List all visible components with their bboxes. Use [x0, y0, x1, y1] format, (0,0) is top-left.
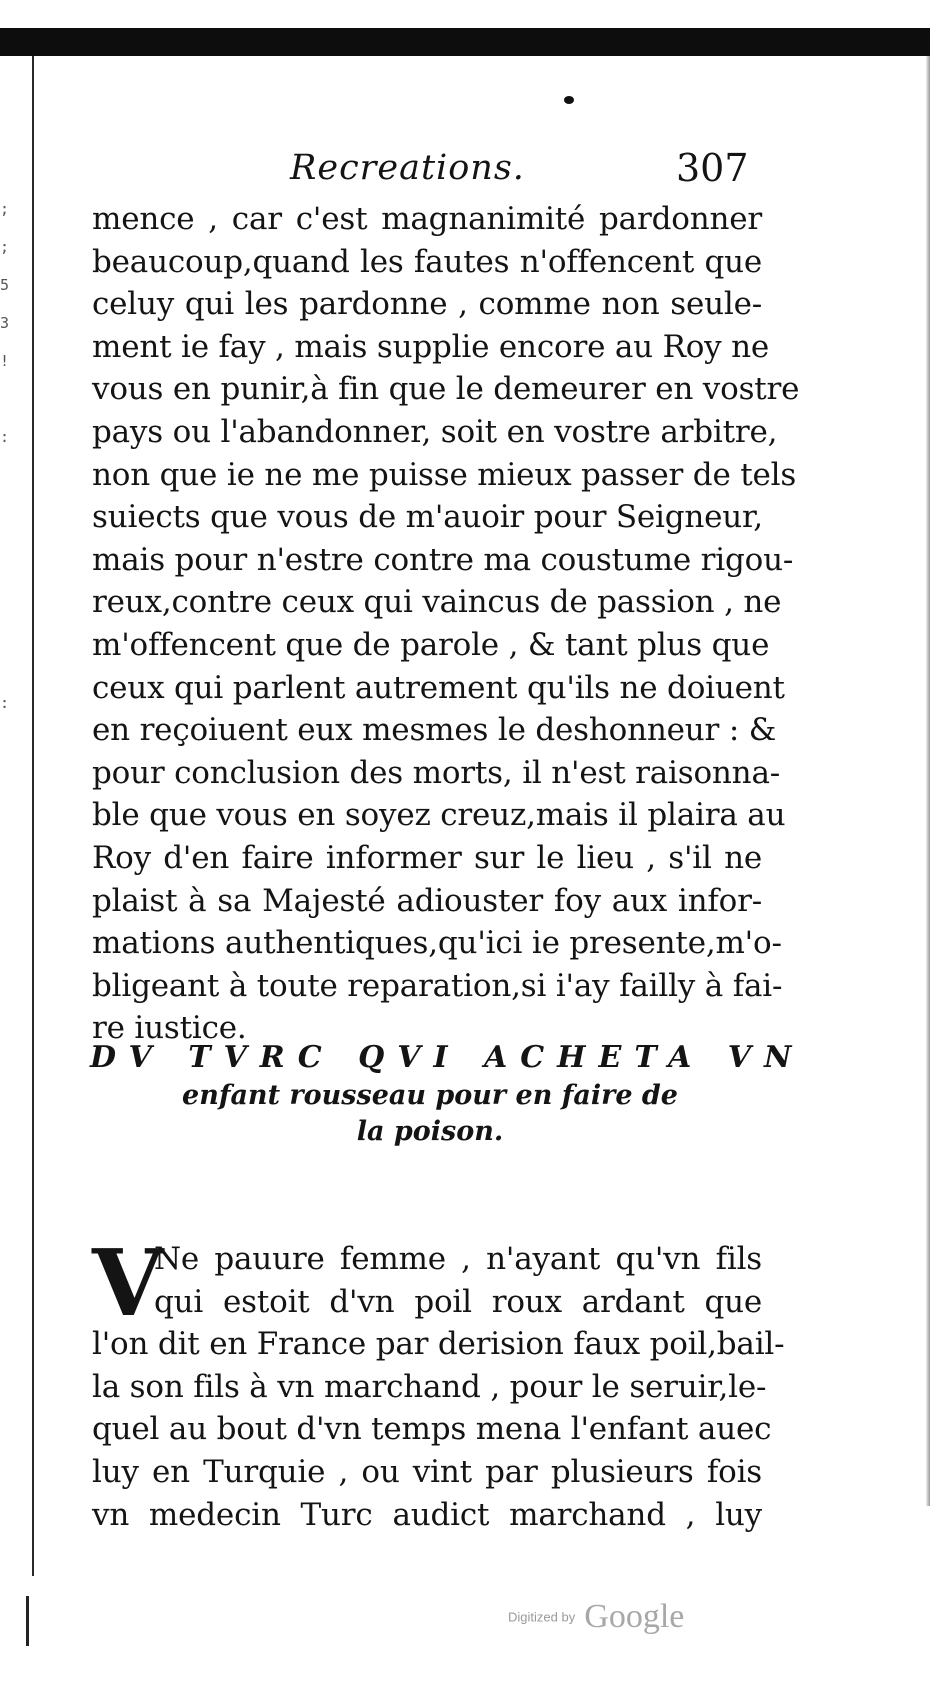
facing-page-bleed	[0, 190, 30, 1590]
bleed-fragment: :	[0, 428, 8, 446]
bleed-fragment	[0, 760, 30, 798]
page-left-edge	[32, 56, 34, 1576]
bleed-fragment: 3	[0, 314, 8, 332]
text-line: mence , car c'est magnanimité pardonner	[92, 201, 762, 237]
text-line: non que ie ne me puisse mieux passer de tels	[92, 456, 797, 493]
page-bottom-mark	[26, 1596, 29, 1646]
text-line: pays ou l'abandonner, soit en vostre arbitre,	[92, 413, 778, 450]
drop-cap: V	[92, 1229, 164, 1337]
chapter-text-line: l'on dit en France par derision faux poil,bail-	[92, 1326, 785, 1363]
bleed-fragment	[0, 836, 30, 874]
text-line: celuy qui les pardonne , comme non seule-	[92, 286, 762, 323]
page-number: 307	[676, 146, 749, 190]
bleed-fragment	[0, 532, 30, 570]
bleed-fragment	[0, 646, 30, 684]
text-line: m'offencent que de parole , & tant plus que	[92, 626, 770, 663]
chapter-text-line: Ne pauure femme , n'ayant qu'vn fils	[154, 1241, 762, 1277]
text-line: ceux qui parlent autrement qu'ils ne doiuent	[92, 669, 785, 706]
bleed-fragment	[0, 1064, 30, 1102]
bleed-fragment	[0, 608, 30, 646]
bleed-fragment	[0, 1178, 30, 1216]
chapter-text-line: quel au bout d'vn temps mena l'enfant auec	[92, 1411, 772, 1448]
bleed-fragment	[0, 1102, 30, 1140]
running-head	[0, 148, 930, 198]
ink-dot	[564, 96, 574, 104]
text-line: pour conclusion des morts, il n'est raisonna-	[92, 754, 781, 791]
chapter-text-line: qui estoit d'vn poil roux ardant que	[154, 1283, 762, 1320]
text-line: vous en punir,à fin que le demeurer en vostre	[92, 371, 800, 408]
bleed-fragment	[0, 494, 30, 532]
bleed-fragment	[0, 988, 30, 1026]
digitization-footer	[508, 1598, 684, 1636]
page-right-edge	[926, 56, 930, 1506]
chapter-heading-title: DV TVRC QVI ACHETA VN	[90, 1040, 805, 1075]
bleed-fragment	[0, 1254, 30, 1292]
text-line: plaist à sa Majesté adiouster foy aux infor-	[92, 882, 762, 919]
bleed-fragment	[0, 874, 30, 912]
chapter-heading	[90, 1038, 805, 1150]
text-line: suiects que vous de m'auoir pour Seigneur,	[92, 499, 763, 536]
chapter-text-line: la son fils à vn marchand , pour le seruir,le-	[92, 1368, 767, 1405]
bleed-fragment	[0, 1292, 30, 1330]
bleed-fragment	[0, 950, 30, 988]
text-line: beaucoup,quand les fautes n'offencent que	[92, 243, 762, 280]
bleed-fragment: :	[0, 694, 8, 712]
chapter-text-line: luy en Turquie , ou vint par plusieurs fois	[92, 1453, 762, 1490]
text-line: en reçoiuent eux mesmes le deshonneur : &	[92, 712, 777, 749]
text-line: bligeant à toute reparation,si i'ay failly à fai-	[92, 967, 783, 1004]
running-title: Recreations.	[290, 148, 525, 188]
text-line: mations authentiques,qu'ici ie presente,m'o-	[92, 925, 782, 962]
bleed-fragment	[0, 1140, 30, 1178]
bleed-fragment	[0, 798, 30, 836]
bleed-fragment	[0, 570, 30, 608]
text-line: ment ie fay , mais supplie encore au Roy ne	[92, 328, 770, 365]
chapter-text	[92, 1229, 785, 1536]
bleed-fragment	[0, 456, 30, 494]
chapter-text-line: vn medecin Turc audict marchand , luy	[92, 1496, 762, 1533]
chapter-heading-subtitle: enfant rousseau pour en faire de	[182, 1080, 678, 1111]
body-text	[92, 198, 800, 1050]
bleed-fragment	[0, 380, 30, 418]
chapter-heading-subtitle-end: la poison.	[356, 1116, 504, 1147]
text-line: Roy d'en faire informer sur le lieu , s'il ne	[92, 839, 762, 876]
bleed-fragment: 5	[0, 276, 8, 294]
scan-top-border	[0, 28, 930, 56]
bleed-fragment	[0, 722, 30, 760]
text-line: ble que vous en soyez creuz,mais il plaira au	[92, 797, 786, 834]
bleed-fragment: ;	[0, 200, 8, 218]
bleed-fragment	[0, 1216, 30, 1254]
text-line: mais pour n'estre contre ma coustume rigou-	[92, 541, 794, 578]
google-logo: Google	[584, 1598, 685, 1635]
bleed-fragment	[0, 1026, 30, 1064]
bleed-fragment: !	[0, 352, 8, 370]
bleed-fragment	[0, 912, 30, 950]
text-line: re iustice.	[92, 1010, 247, 1047]
bleed-fragment: ;	[0, 238, 8, 256]
text-line: reux,contre ceux qui vaincus de passion , ne	[92, 584, 782, 621]
digitized-by-label: Digitized by	[508, 1609, 576, 1625]
